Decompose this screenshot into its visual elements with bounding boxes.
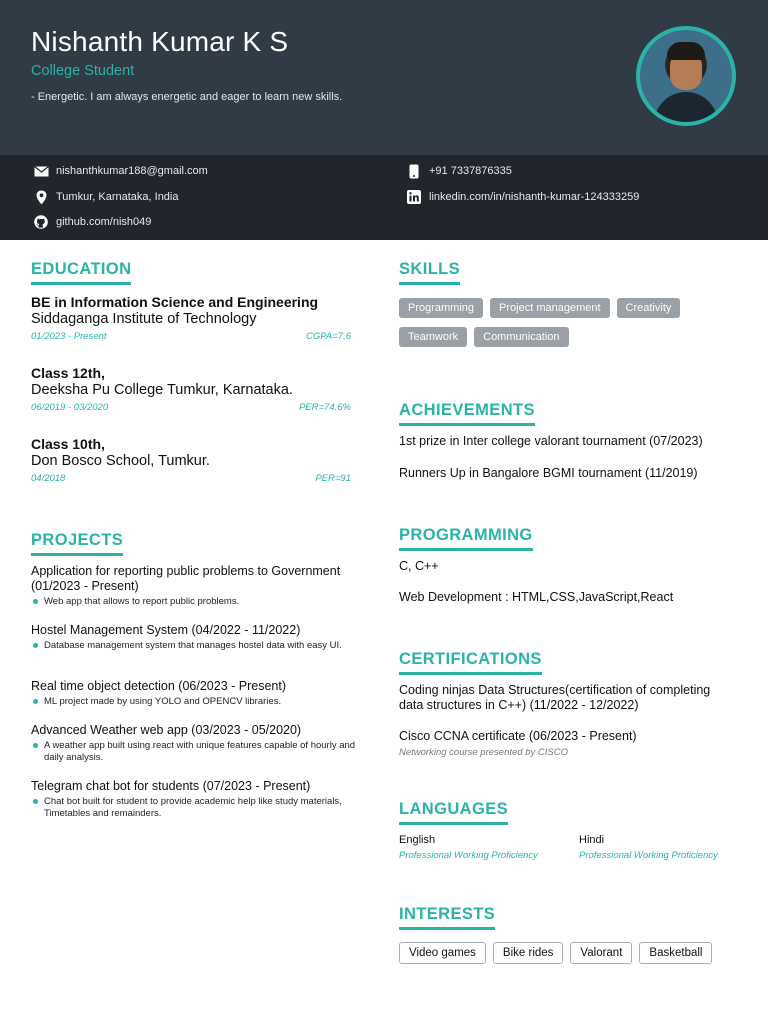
location-pin-icon: [33, 190, 49, 204]
achievement-item: Runners Up in Bangalore BGMI tournament (11/2019): [399, 466, 698, 480]
skills-list: [399, 298, 729, 347]
education-meta: [31, 473, 351, 484]
programming-heading: PROGRAMMING: [399, 526, 533, 551]
contact-linkedin-text: linkedin.com/in/nishanth-kumar-124333259: [429, 191, 640, 203]
achievements-heading: ACHIEVEMENTS: [399, 401, 535, 426]
education-item: [31, 365, 351, 413]
contact-phone-text: +91 7337876335: [429, 165, 512, 177]
candidate-summary: - Energetic. I am always energetic and eager to learn new skills.: [31, 91, 343, 103]
resume-header: [0, 0, 768, 155]
interest-tag: Valorant: [570, 942, 632, 964]
interest-tag: Video games: [399, 942, 486, 964]
skill-tag: Teamwork: [399, 327, 467, 347]
project-description: Chat bot built for student to provide academic help like study materials, Timetables and remainders.: [31, 796, 356, 820]
contact-phone[interactable]: [406, 164, 512, 178]
bullet-dot-icon: [33, 799, 38, 804]
project-item: [31, 723, 356, 764]
language-name: Hindi: [579, 834, 605, 846]
education-dates: 04/2018: [31, 473, 66, 484]
certification-name: Cisco CCNA certificate (06/2023 - Present): [399, 729, 637, 743]
language-item: [399, 834, 538, 861]
project-description: Web app that allows to report public problems.: [31, 596, 356, 608]
certification-note: Networking course presented by CISCO: [399, 747, 568, 758]
skill-tag: Programming: [399, 298, 483, 318]
bullet-dot-icon: [33, 643, 38, 648]
language-name: English: [399, 834, 436, 846]
interests-heading: INTERESTS: [399, 905, 495, 930]
education-score: PER=74.6%: [298, 402, 351, 413]
certification-item: [399, 729, 739, 760]
contact-github-text: github.com/nish049: [56, 216, 152, 228]
projects-heading: PROJECTS: [31, 531, 123, 556]
education-school: Deeksha Pu College Tumkur, Karnataka.: [31, 382, 293, 398]
project-description: A weather app built using react with unique features capable of hourly and daily analysis.: [31, 740, 356, 764]
contact-location-text: Tumkur, Karnataka, India: [56, 191, 179, 203]
project-title: Hostel Management System (04/2022 - 11/2022): [31, 623, 301, 637]
contact-email[interactable]: [33, 164, 208, 178]
achievement-item: 1st prize in Inter college valorant tournament (07/2023): [399, 434, 703, 448]
skill-tag: Project management: [490, 298, 610, 318]
programming-item: C, C++: [399, 559, 439, 573]
education-score: CGPA=7.6: [306, 331, 351, 342]
bullet-dot-icon: [33, 599, 38, 604]
education-degree: Class 12th,: [31, 365, 105, 381]
language-level: Professional Working Proficiency: [399, 850, 538, 861]
interests-list: [399, 942, 712, 964]
skills-heading: SKILLS: [399, 260, 460, 285]
language-item: [579, 834, 718, 861]
project-title: Real time object detection (06/2023 - Present): [31, 679, 286, 693]
certifications-heading: CERTIFICATIONS: [399, 650, 542, 675]
programming-item: Web Development : HTML,CSS,JavaScript,React: [399, 590, 674, 604]
bullet-dot-icon: [33, 699, 38, 704]
linkedin-icon: [406, 190, 422, 204]
contact-linkedin[interactable]: [406, 190, 639, 204]
education-item: [31, 436, 351, 484]
language-level: Professional Working Proficiency: [579, 850, 718, 861]
project-description: ML project made by using YOLO and OPENCV libraries.: [31, 696, 356, 708]
project-item: [31, 679, 356, 708]
project-item: [31, 564, 356, 608]
skill-tag: Creativity: [617, 298, 681, 318]
project-item: [31, 623, 356, 652]
education-school: Siddaganga Institute of Technology: [31, 311, 257, 327]
email-icon: [33, 164, 49, 178]
education-dates: 01/2023 - Present: [31, 331, 107, 342]
education-school: Don Bosco School, Tumkur.: [31, 453, 210, 469]
project-title: Telegram chat bot for students (07/2023 - Present): [31, 779, 311, 793]
education-item: [31, 294, 351, 342]
languages-heading: LANGUAGES: [399, 800, 508, 825]
certification-name: Coding ninjas Data Structures(certification of completing data structures in C++) (11/2022 - 12/2022): [399, 683, 711, 712]
interest-tag: Bike rides: [493, 942, 564, 964]
bullet-dot-icon: [33, 743, 38, 748]
project-title: Application for reporting public problems to Government (01/2023 - Present): [31, 564, 341, 593]
github-icon: [33, 215, 49, 229]
education-meta: [31, 331, 351, 342]
project-description: Database management system that manages hostel data with easy UI.: [31, 640, 356, 652]
candidate-name: Nishanth Kumar K S: [31, 26, 289, 57]
phone-icon: [406, 164, 422, 178]
contact-bar: [0, 155, 768, 240]
contact-location: [33, 190, 179, 204]
interest-tag: Basketball: [639, 942, 712, 964]
education-degree: Class 10th,: [31, 436, 105, 452]
education-degree: BE in Information Science and Engineering: [31, 294, 319, 310]
contact-email-text: nishanthkumar188@gmail.com: [56, 165, 208, 177]
education-heading: EDUCATION: [31, 260, 131, 285]
education-score: PER=91: [315, 473, 351, 484]
profile-photo: [636, 26, 736, 126]
candidate-role: College Student: [31, 63, 135, 79]
skill-tag: Communication: [474, 327, 568, 347]
education-meta: [31, 402, 351, 413]
contact-github[interactable]: [33, 215, 151, 229]
education-dates: 06/2019 - 03/2020: [31, 402, 109, 413]
certification-item: [399, 683, 729, 713]
project-title: Advanced Weather web app (03/2023 - 05/2020): [31, 723, 302, 737]
project-item: [31, 779, 356, 820]
